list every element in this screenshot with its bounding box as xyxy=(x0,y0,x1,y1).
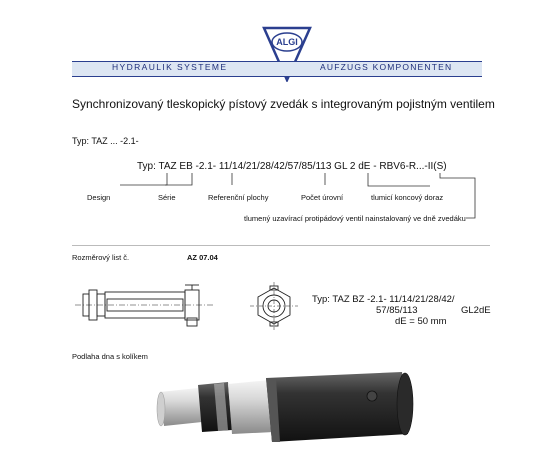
cylinder-end-view xyxy=(250,282,298,330)
section-divider xyxy=(72,245,490,246)
bz-spec-line1: Typ: TAZ BZ -2.1- 11/14/21/28/42/ xyxy=(312,294,455,305)
label-tlumici-doraz: tlumicí koncový doraz xyxy=(371,193,444,202)
bz-spec-line2b: GL2dE xyxy=(461,305,491,316)
bottom-label: Podlaha dna s kolíkem xyxy=(72,352,148,361)
type-code: Typ: TAZ EB -2.1- 11/14/21/28/42/57/85/113 GL 2 dE - RBV6-R...-II(S) xyxy=(137,161,447,172)
header-right-text: AUFZUGS KOMPONENTEN xyxy=(320,62,453,72)
logo-text: ALGI xyxy=(276,37,298,47)
type-line: Typ: TAZ ... -2.1- xyxy=(72,136,139,146)
cylinder-side-drawing xyxy=(75,280,215,330)
dimension-sheet-label: Rozměrový list č. xyxy=(72,253,130,262)
label-tlumeny-ventil: tlumený uzavírací protipádový ventil nainstalovaný ve dně zvedáku xyxy=(244,214,466,223)
header-left-text: HYDRAULIK SYSTEME xyxy=(112,62,228,72)
label-serie: Série xyxy=(158,193,176,202)
cylinder-3d-render xyxy=(140,370,420,460)
bz-spec-line2: 57/85/113 xyxy=(376,305,418,316)
page-title: Synchronizovaný tleskopický pístový zvedák s integrovaným pojistným ventilem xyxy=(72,97,495,111)
label-ref-plochy: Referenční plochy xyxy=(208,193,269,202)
dimension-sheet-code: AZ 07.04 xyxy=(187,253,218,262)
bz-spec-line3: dE = 50 mm xyxy=(395,316,447,327)
label-design: Design xyxy=(87,193,111,202)
label-pocet-urovni: Počet úrovní xyxy=(301,193,344,202)
